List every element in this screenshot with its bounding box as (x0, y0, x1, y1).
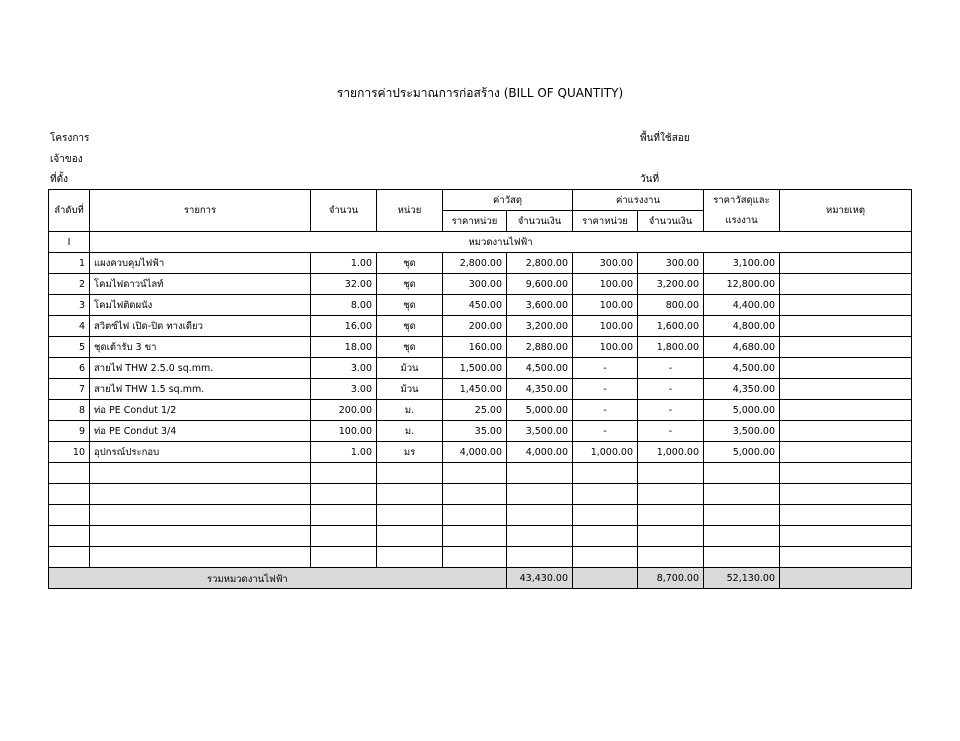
cell-qty: 16.00 (311, 316, 377, 337)
empty-cell (90, 526, 311, 547)
cell-unit: ม. (377, 400, 443, 421)
cell-item: โคมไฟติดผนัง (90, 295, 311, 316)
cell-item: สายไฟ THW 1.5 sq.mm. (90, 379, 311, 400)
cell-mat-amount: 5,000.00 (507, 400, 573, 421)
cell-item: ชุดเต้ารับ 3 ขา (90, 337, 311, 358)
cell-mat-amount: 2,800.00 (507, 253, 573, 274)
cell-lab-unit-price: 1,000.00 (573, 442, 638, 463)
cell-mat-amount: 3,200.00 (507, 316, 573, 337)
project-label: โครงการ (50, 133, 90, 144)
boq-table (48, 189, 912, 589)
header-lab-unit-price: ราคาหน่วย (573, 211, 638, 232)
cell-lab-amount: - (638, 379, 704, 400)
cell-item: ท่อ PE Condut 1/2 (90, 400, 311, 421)
empty-cell (638, 526, 704, 547)
cell-item: สวิตซ์ไฟ เปิด-ปิด ทางเดียว (90, 316, 311, 337)
table-row (49, 379, 912, 400)
cell-mat-unit-price: 35.00 (443, 421, 507, 442)
cell-lab-amount: 1,600.00 (638, 316, 704, 337)
cell-item: สายไฟ THW 2.5.0 sq.mm. (90, 358, 311, 379)
cell-lab-unit-price: 100.00 (573, 337, 638, 358)
cell-no: 9 (49, 421, 90, 442)
empty-cell (443, 547, 507, 568)
cell-lab-amount: - (638, 421, 704, 442)
table-row (49, 274, 912, 295)
cell-qty: 32.00 (311, 274, 377, 295)
cell-mat-amount: 2,880.00 (507, 337, 573, 358)
cell-lab-unit-price: 300.00 (573, 253, 638, 274)
cell-unit: ชุด (377, 316, 443, 337)
empty-cell (780, 505, 912, 526)
empty-cell (638, 484, 704, 505)
header-total-line2: แรงงาน (704, 211, 780, 232)
cell-item: ท่อ PE Condut 3/4 (90, 421, 311, 442)
table-row (49, 253, 912, 274)
cell-lab-amount: 1,800.00 (638, 337, 704, 358)
empty-row (49, 484, 912, 505)
cell-lab-unit-price: - (573, 400, 638, 421)
empty-row (49, 505, 912, 526)
empty-cell (704, 484, 780, 505)
empty-cell (377, 505, 443, 526)
cell-remark (780, 295, 912, 316)
empty-cell (377, 547, 443, 568)
cell-mat-unit-price: 4,000.00 (443, 442, 507, 463)
cell-total: 4,400.00 (704, 295, 780, 316)
cell-lab-amount: 3,200.00 (638, 274, 704, 295)
empty-cell (704, 463, 780, 484)
empty-cell (311, 547, 377, 568)
cell-mat-unit-price: 450.00 (443, 295, 507, 316)
empty-cell (49, 505, 90, 526)
empty-cell (90, 463, 311, 484)
empty-cell (49, 547, 90, 568)
empty-cell (507, 526, 573, 547)
cell-remark (780, 316, 912, 337)
cell-lab-amount: 1,000.00 (638, 442, 704, 463)
cell-total: 3,100.00 (704, 253, 780, 274)
empty-cell (311, 526, 377, 547)
empty-cell (780, 547, 912, 568)
empty-cell (573, 484, 638, 505)
cell-unit: ชุด (377, 253, 443, 274)
cell-remark (780, 274, 912, 295)
date-label: วันที่ (640, 174, 660, 185)
header-remark: หมายเหตุ (780, 190, 912, 232)
cell-mat-unit-price: 1,500.00 (443, 358, 507, 379)
empty-cell (443, 484, 507, 505)
table-row (49, 358, 912, 379)
cell-total: 5,000.00 (704, 442, 780, 463)
cell-remark (780, 337, 912, 358)
section-row (49, 232, 912, 253)
cell-unit: ม้วน (377, 358, 443, 379)
empty-cell (573, 547, 638, 568)
table-row (49, 295, 912, 316)
empty-cell (443, 505, 507, 526)
header-lab-amount: จำนวนเงิน (638, 211, 704, 232)
empty-cell (443, 526, 507, 547)
header-material: ค่าวัสดุ (443, 190, 573, 211)
empty-cell (638, 463, 704, 484)
cell-no: 8 (49, 400, 90, 421)
cell-mat-amount: 4,350.00 (507, 379, 573, 400)
cell-remark (780, 379, 912, 400)
empty-cell (311, 505, 377, 526)
owner-label: เจ้าของ (50, 154, 83, 165)
empty-cell (638, 547, 704, 568)
table-row (49, 316, 912, 337)
cell-qty: 3.00 (311, 379, 377, 400)
cell-no: 10 (49, 442, 90, 463)
cell-unit: ชุด (377, 337, 443, 358)
cell-qty: 1.00 (311, 442, 377, 463)
cell-lab-unit-price: - (573, 358, 638, 379)
total-lab-unit-blank (573, 568, 638, 589)
empty-row (49, 547, 912, 568)
cell-lab-amount: 300.00 (638, 253, 704, 274)
empty-cell (573, 526, 638, 547)
empty-cell (311, 484, 377, 505)
cell-qty: 200.00 (311, 400, 377, 421)
area-label: พื้นที่ใช้สอย (640, 133, 690, 144)
table-row (49, 442, 912, 463)
total-grand: 52,130.00 (704, 568, 780, 589)
cell-item: แผงควบคุมไฟฟ้า (90, 253, 311, 274)
cell-total: 4,680.00 (704, 337, 780, 358)
empty-cell (311, 463, 377, 484)
empty-cell (443, 463, 507, 484)
cell-qty: 3.00 (311, 358, 377, 379)
cell-mat-amount: 3,500.00 (507, 421, 573, 442)
cell-remark (780, 253, 912, 274)
empty-cell (780, 526, 912, 547)
empty-cell (49, 526, 90, 547)
empty-cell (638, 505, 704, 526)
empty-cell (507, 505, 573, 526)
empty-cell (49, 484, 90, 505)
cell-remark (780, 400, 912, 421)
total-lab-amount: 8,700.00 (638, 568, 704, 589)
cell-lab-unit-price: 100.00 (573, 274, 638, 295)
location-label: ที่ตั้ง (50, 174, 68, 185)
empty-cell (573, 463, 638, 484)
empty-cell (49, 463, 90, 484)
cell-qty: 1.00 (311, 253, 377, 274)
cell-unit: ม้วน (377, 379, 443, 400)
table-row (49, 421, 912, 442)
cell-qty: 8.00 (311, 295, 377, 316)
empty-cell (507, 484, 573, 505)
cell-mat-unit-price: 300.00 (443, 274, 507, 295)
cell-lab-amount: 800.00 (638, 295, 704, 316)
empty-cell (573, 505, 638, 526)
empty-cell (90, 505, 311, 526)
cell-no: 6 (49, 358, 90, 379)
cell-no: 1 (49, 253, 90, 274)
header-row-1 (49, 190, 912, 211)
empty-cell (780, 463, 912, 484)
cell-total: 5,000.00 (704, 400, 780, 421)
cell-item: โคมไฟดาวน์ไลท์ (90, 274, 311, 295)
cell-lab-unit-price: 100.00 (573, 316, 638, 337)
cell-total: 12,800.00 (704, 274, 780, 295)
cell-lab-unit-price: 100.00 (573, 295, 638, 316)
section-no: I (49, 232, 90, 253)
total-row (49, 568, 912, 589)
empty-cell (90, 547, 311, 568)
cell-remark (780, 442, 912, 463)
empty-cell (377, 463, 443, 484)
cell-lab-amount: - (638, 358, 704, 379)
header-labor: ค่าแรงงาน (573, 190, 704, 211)
cell-no: 7 (49, 379, 90, 400)
cell-no: 5 (49, 337, 90, 358)
header-item: รายการ (90, 190, 311, 232)
section-name: หมวดงานไฟฟ้า (90, 232, 912, 253)
cell-total: 4,800.00 (704, 316, 780, 337)
cell-mat-unit-price: 160.00 (443, 337, 507, 358)
empty-cell (377, 526, 443, 547)
cell-remark (780, 421, 912, 442)
header-no: ลำดับที่ (49, 190, 90, 232)
cell-mat-unit-price: 1,450.00 (443, 379, 507, 400)
cell-lab-unit-price: - (573, 421, 638, 442)
cell-mat-amount: 4,000.00 (507, 442, 573, 463)
cell-total: 4,500.00 (704, 358, 780, 379)
cell-mat-amount: 4,500.00 (507, 358, 573, 379)
cell-unit: มร (377, 442, 443, 463)
header-mat-amount: จำนวนเงิน (507, 211, 573, 232)
cell-total: 4,350.00 (704, 379, 780, 400)
empty-cell (704, 526, 780, 547)
cell-no: 2 (49, 274, 90, 295)
header-mat-unit-price: ราคาหน่วย (443, 211, 507, 232)
cell-no: 4 (49, 316, 90, 337)
cell-qty: 18.00 (311, 337, 377, 358)
document-title: รายการค่าประมาณการก่อสร้าง (BILL OF QUANTITY) (336, 86, 624, 100)
cell-remark (780, 358, 912, 379)
table-row (49, 337, 912, 358)
empty-cell (704, 547, 780, 568)
empty-row (49, 463, 912, 484)
total-label-text: รวมหมวดงานไฟฟ้า (207, 574, 288, 585)
empty-cell (377, 484, 443, 505)
empty-cell (507, 547, 573, 568)
cell-unit: ม. (377, 421, 443, 442)
cell-mat-unit-price: 2,800.00 (443, 253, 507, 274)
cell-mat-unit-price: 25.00 (443, 400, 507, 421)
cell-total: 3,500.00 (704, 421, 780, 442)
empty-cell (780, 484, 912, 505)
empty-row (49, 526, 912, 547)
empty-cell (507, 463, 573, 484)
total-remark (780, 568, 912, 589)
header-qty: จำนวน (311, 190, 377, 232)
cell-mat-amount: 9,600.00 (507, 274, 573, 295)
table-row (49, 400, 912, 421)
cell-unit: ชุด (377, 274, 443, 295)
cell-mat-amount: 3,600.00 (507, 295, 573, 316)
cell-no: 3 (49, 295, 90, 316)
header-total-line1: ราคาวัสดุและ (704, 190, 780, 211)
total-mat-amount: 43,430.00 (507, 568, 573, 589)
cell-unit: ชุด (377, 295, 443, 316)
empty-cell (90, 484, 311, 505)
cell-lab-unit-price: - (573, 379, 638, 400)
empty-cell (704, 505, 780, 526)
total-label (49, 568, 507, 589)
cell-qty: 100.00 (311, 421, 377, 442)
cell-mat-unit-price: 200.00 (443, 316, 507, 337)
cell-lab-amount: - (638, 400, 704, 421)
header-unit: หน่วย (377, 190, 443, 232)
cell-item: อุปกรณ์ประกอบ (90, 442, 311, 463)
